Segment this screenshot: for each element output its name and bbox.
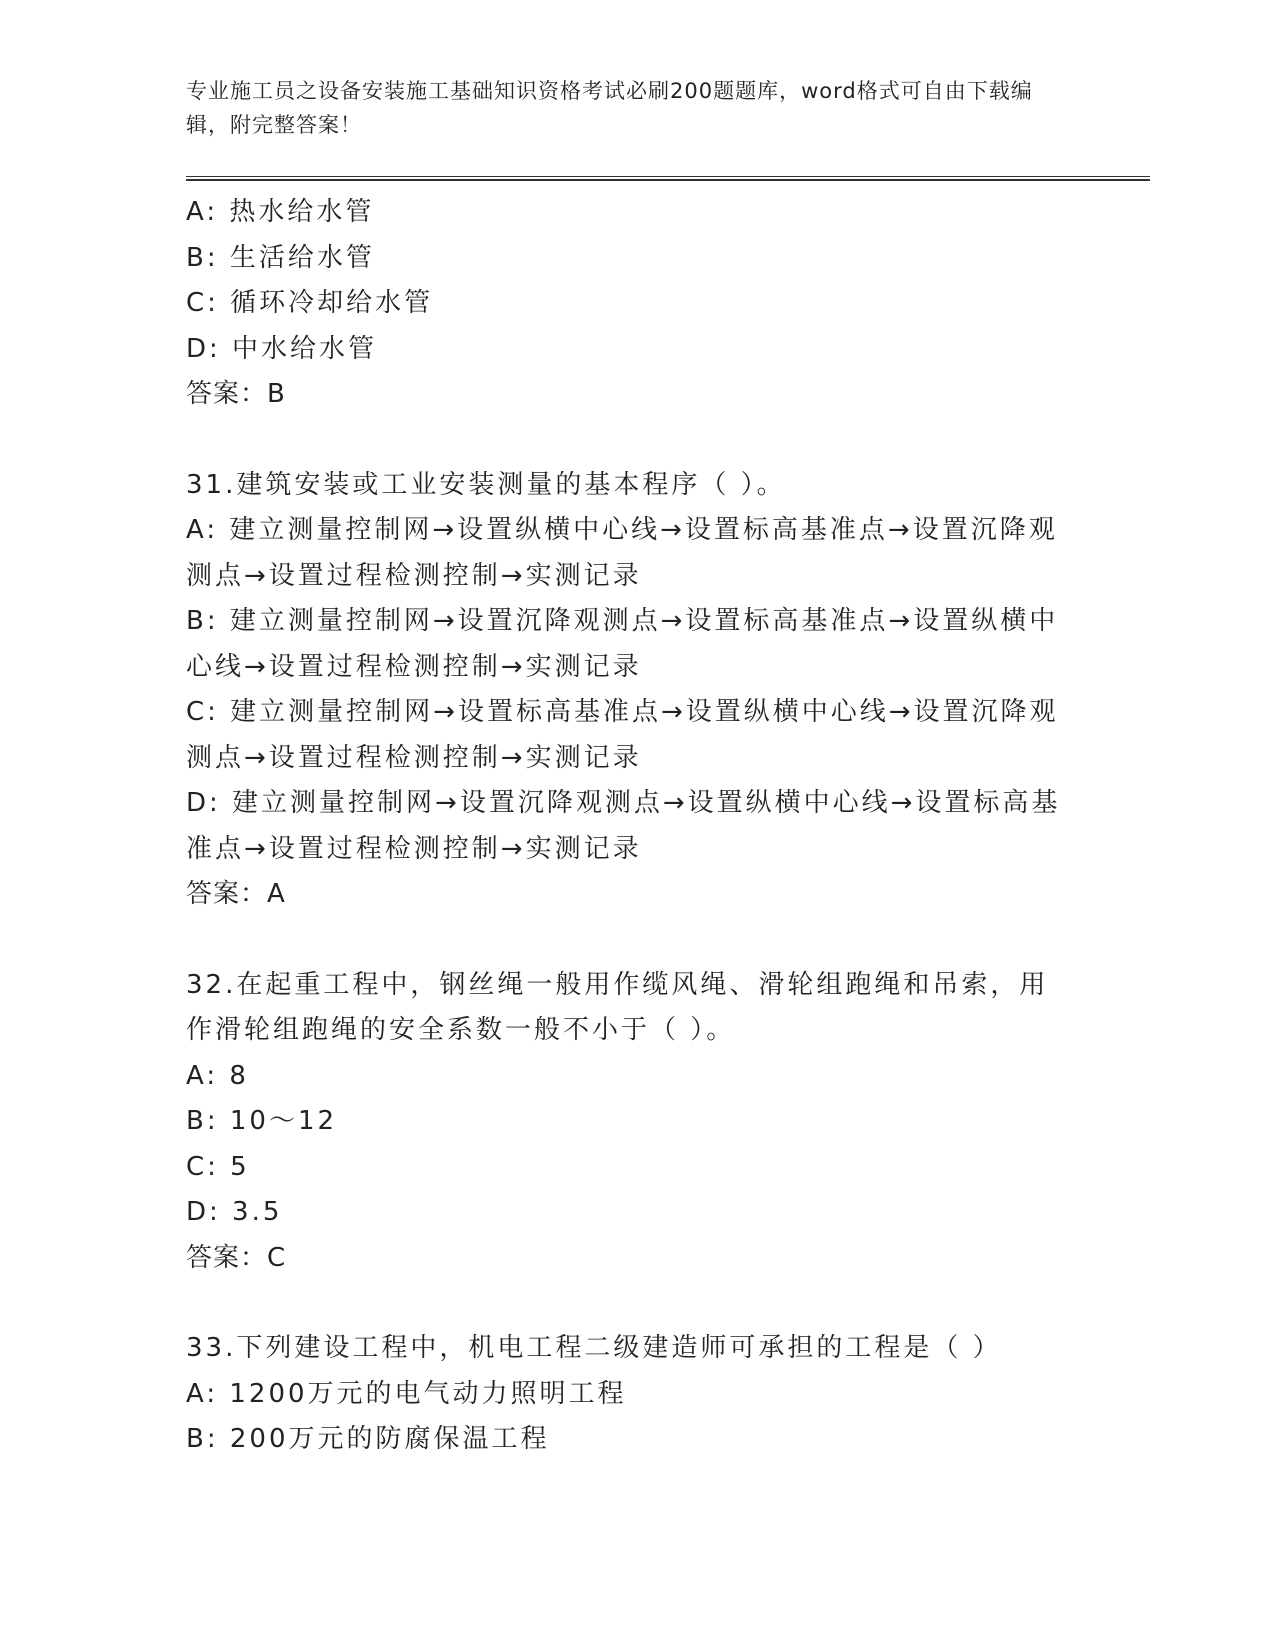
q30-answer: 答案：B xyxy=(186,379,286,409)
q32-option-c: C: 5 xyxy=(186,1151,250,1182)
q32-option-d: D: 3.5 xyxy=(186,1197,283,1227)
q31-answer: 答案：A xyxy=(186,879,286,909)
q30-option-d: D: 中水给水管 xyxy=(186,333,378,364)
q33-option-b: B: 200万元的防腐保温工程 xyxy=(186,1424,550,1454)
question-list xyxy=(186,190,1086,1463)
q31-option-c: C: 建立测量控制网→设置标高基准点→设置纵横中心线→设置沉降观测点→设置过程检测控制→实测记录 xyxy=(186,697,1059,773)
document-header: 专业施工员之设备安装施工基础知识资格考试必刷200题题库，word格式可自由下载编辑，附完整答案！ xyxy=(186,79,1033,137)
q31-option-b: B: 建立测量控制网→设置沉降观测点→设置标高基准点→设置纵横中心线→设置过程检测控制→实测记录 xyxy=(186,606,1059,682)
q31-question: 31.建筑安装或工业安装测量的基本程序（ ）。 xyxy=(186,469,786,500)
spacer xyxy=(186,918,1086,963)
spacer xyxy=(186,418,1086,463)
q31-option-d: D: 建立测量控制网→设置沉降观测点→设置纵横中心线→设置标高基准点→设置过程检测控制→实测记录 xyxy=(186,788,1061,864)
q33-option-a: A: 1200万元的电气动力照明工程 xyxy=(186,1378,627,1409)
q31-option-a: A: 建立测量控制网→设置纵横中心线→设置标高基准点→设置沉降观测点→设置过程检测控制→实测记录 xyxy=(186,515,1058,591)
q32-option-b: B: 10～12 xyxy=(186,1106,338,1136)
header-divider xyxy=(186,176,1150,181)
q30-option-b: B: 生活给水管 xyxy=(186,242,375,273)
q32-answer: 答案：C xyxy=(186,1242,287,1273)
q32-question: 32.在起重工程中，钢丝绳一般用作缆风绳、滑轮组跑绳和吊索，用作滑轮组跑绳的安全系数一般不小于（ ）。 xyxy=(186,969,1049,1045)
q30-option-a: A: 热水给水管 xyxy=(186,197,375,227)
q33-question: 33.下列建设工程中，机电工程二级建造师可承担的工程是（ ） xyxy=(186,1333,1002,1363)
q32-option-a: A: 8 xyxy=(186,1060,249,1091)
q30-option-c: C: 循环冷却给水管 xyxy=(186,288,434,318)
spacer xyxy=(186,1281,1086,1326)
